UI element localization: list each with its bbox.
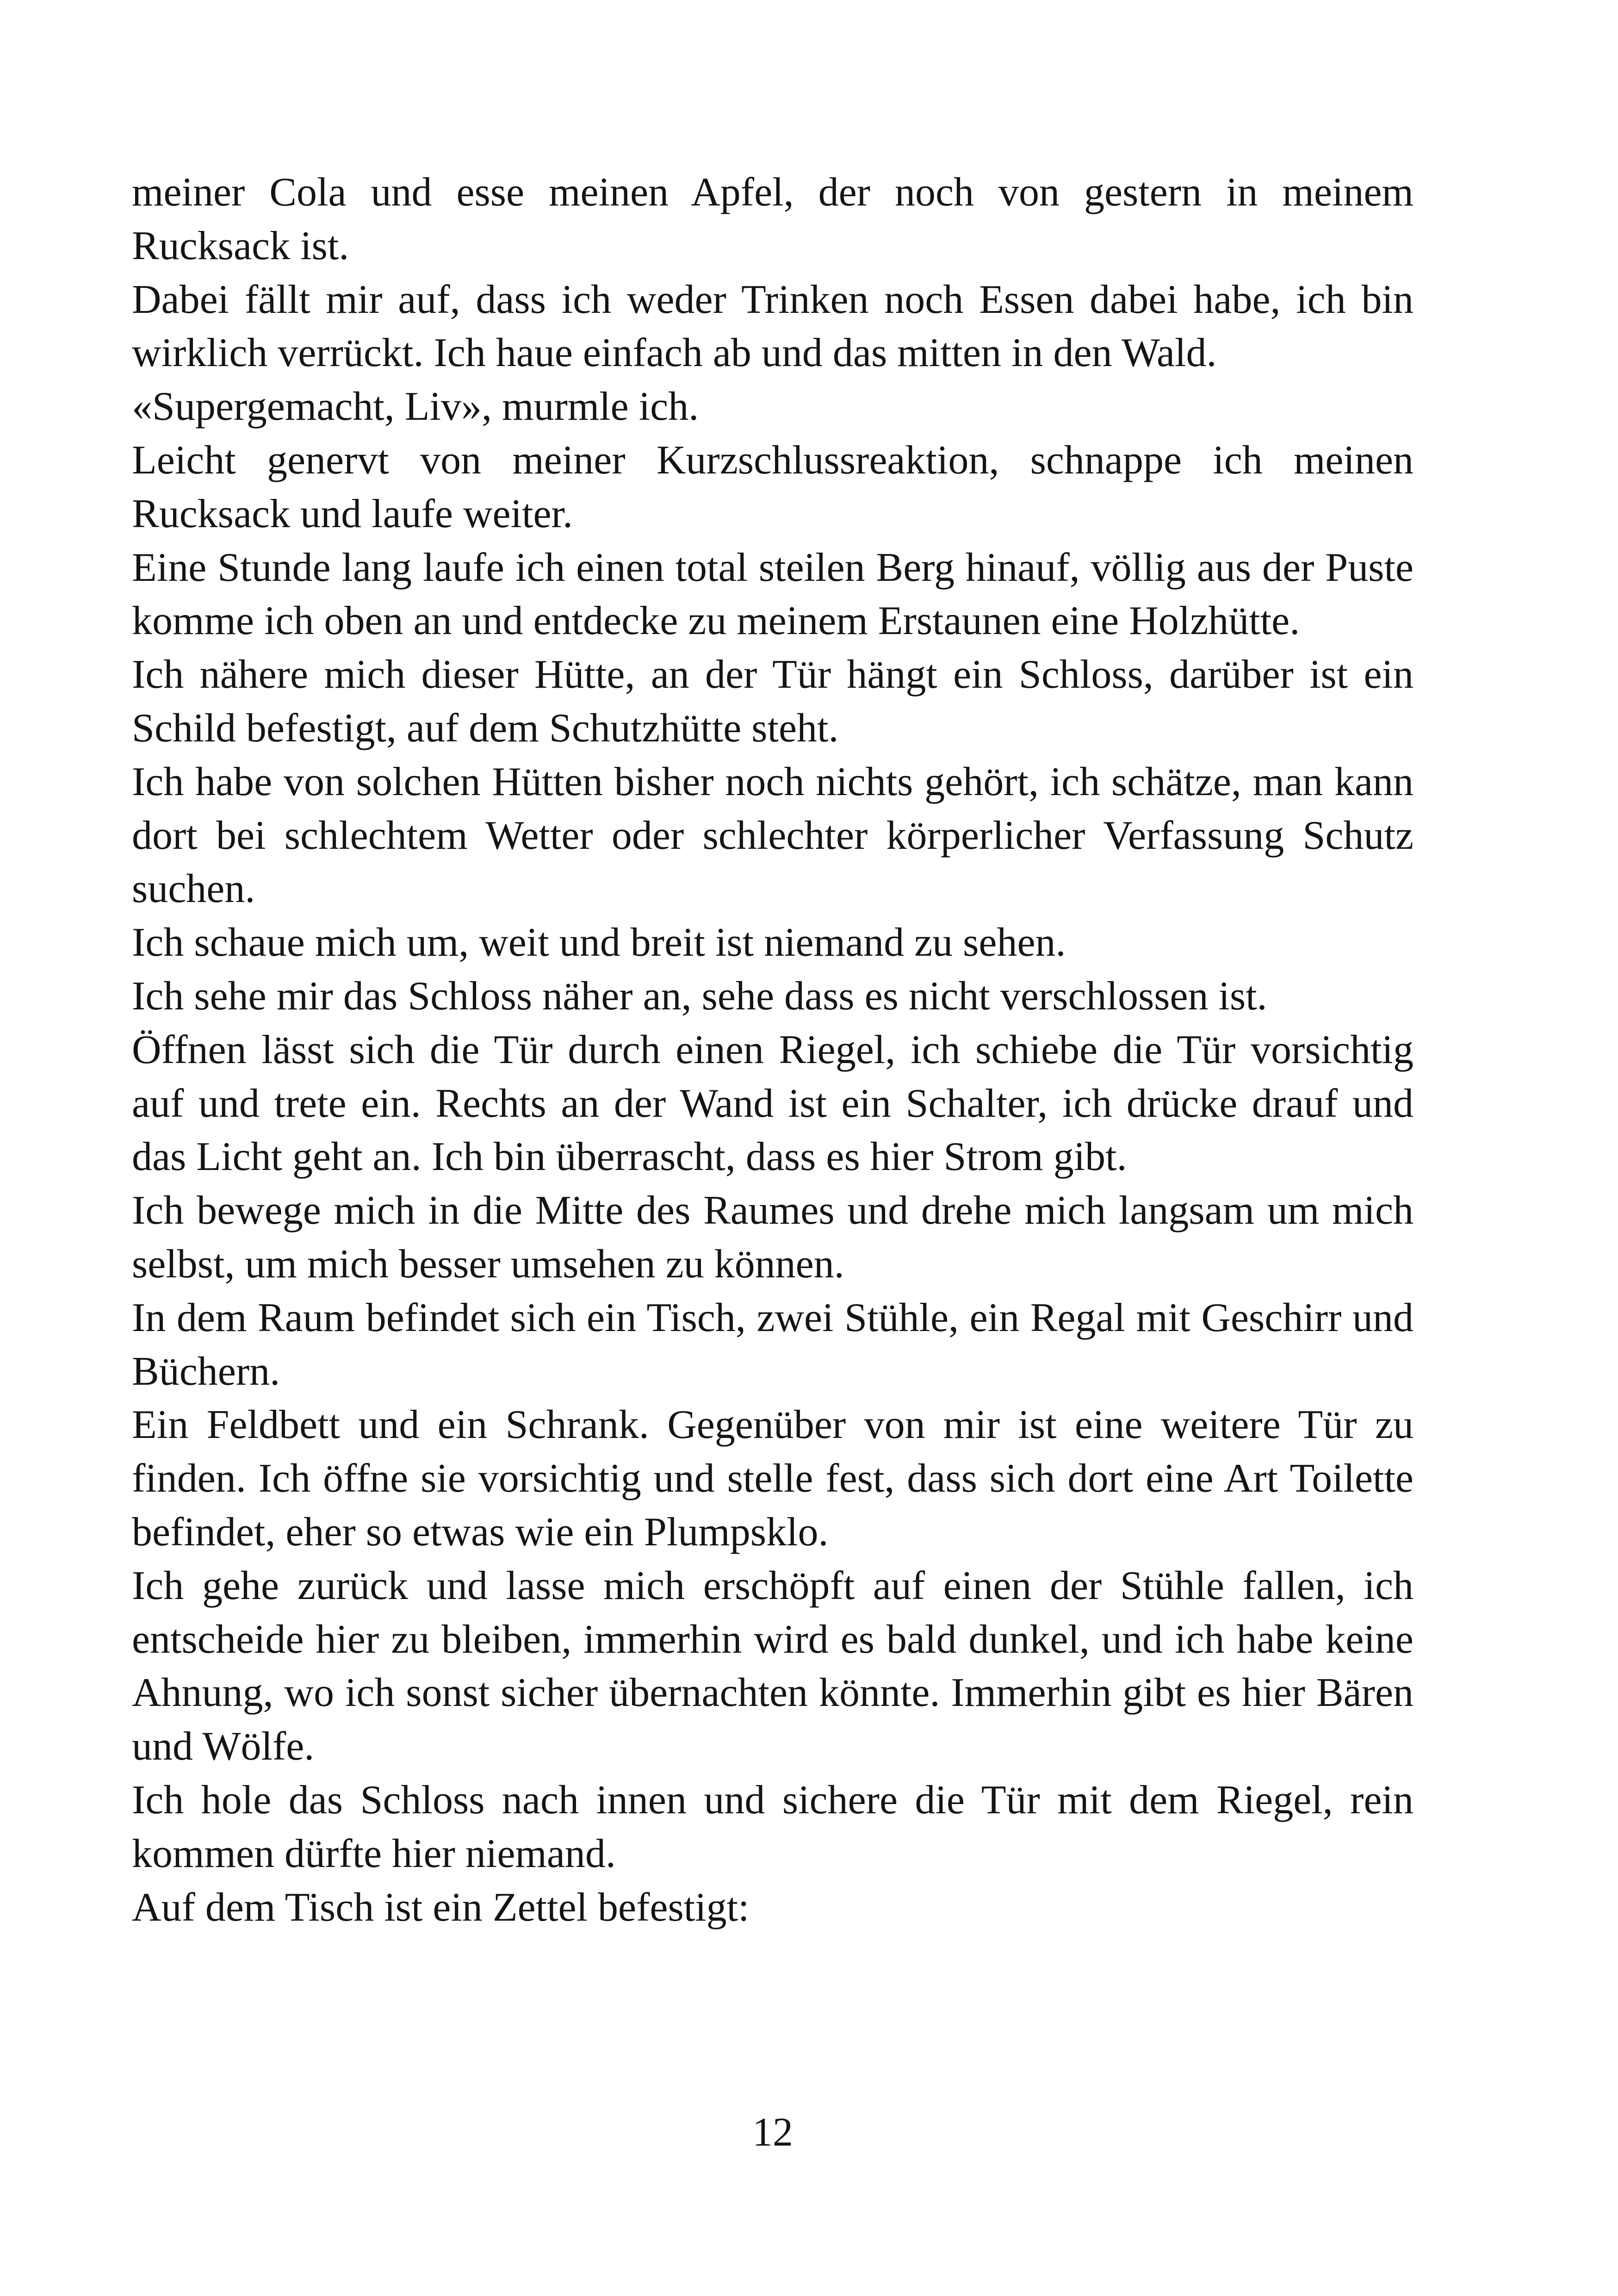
paragraph: Ein Feldbett und ein Schrank. Gegenüber von mir ist eine weitere Tür zu finden. Ich öffne sie vorsichtig und stelle fest, dass sich dort eine Art Toilette befindet, eher so etwas wie ein Plumpsklo.	[132, 1402, 1413, 1555]
paragraph: Eine Stunde lang laufe ich einen total steilen Berg hinauf, völlig aus der Puste komme ich oben an und entdecke zu meinem Erstaunen eine Holzhütte.	[132, 545, 1413, 644]
paragraph: Ich schaue mich um, weit und breit ist niemand zu sehen.	[132, 920, 1066, 965]
paragraph: Leicht genervt von meiner Kurzschlussreaktion, schnappe ich meinen Rucksack und laufe weiter.	[132, 437, 1413, 536]
paragraph: Ich hole das Schloss nach innen und sichere die Tür mit dem Riegel, rein kommen dürfte hier niemand.	[132, 1777, 1413, 1876]
paragraph: Ich nähere mich dieser Hütte, an der Tür hängt ein Schloss, darüber ist ein Schild befestigt, auf dem Schutzhütte steht.	[132, 652, 1413, 751]
paragraph: Ich habe von solchen Hütten bisher noch nichts gehört, ich schätze, man kann dort bei schlechtem Wetter oder schlechter körperlicher Verfassung Schutz suchen.	[132, 759, 1413, 912]
paragraph: Ich sehe mir das Schloss näher an, sehe dass es nicht verschlossen ist.	[132, 973, 1267, 1019]
paragraph: Auf dem Tisch ist ein Zettel befestigt:	[132, 1885, 750, 1930]
paragraph: meiner Cola und esse meinen Apfel, der noch von gestern in meinem Rucksack ist.	[132, 170, 1413, 268]
page-number: 12	[752, 2110, 793, 2155]
paragraph: In dem Raum befindet sich ein Tisch, zwei Stühle, ein Regal mit Geschirr und Büchern.	[132, 1295, 1413, 1394]
body-text	[132, 166, 1413, 1934]
paragraph: Ich bewege mich in die Mitte des Raumes und drehe mich langsam um mich selbst, um mich besser umsehen zu können.	[132, 1188, 1413, 1287]
paragraph: Dabei fällt mir auf, dass ich weder Trinken noch Essen dabei habe, ich bin wirklich verrückt. Ich haue einfach ab und das mitten in den Wald.	[132, 277, 1413, 376]
paragraph: Öffnen lässt sich die Tür durch einen Riegel, ich schiebe die Tür vorsichtig auf und trete ein. Rechts an der Wand ist ein Schalter, ich drücke drauf und das Licht geht an. Ich bin überrascht, dass es hier Strom gibt.	[132, 1027, 1413, 1180]
paragraph: Ich gehe zurück und lasse mich erschöpft auf einen der Stühle fallen, ich entscheide hier zu bleiben, immerhin wird es bald dunkel, und ich habe keine Ahnung, wo ich sonst sicher übernachten könnte. Immerhin gibt es hier Bären und Wölfe.	[132, 1563, 1413, 1769]
paragraph: «Supergemacht, Liv», murmle ich.	[132, 384, 699, 429]
